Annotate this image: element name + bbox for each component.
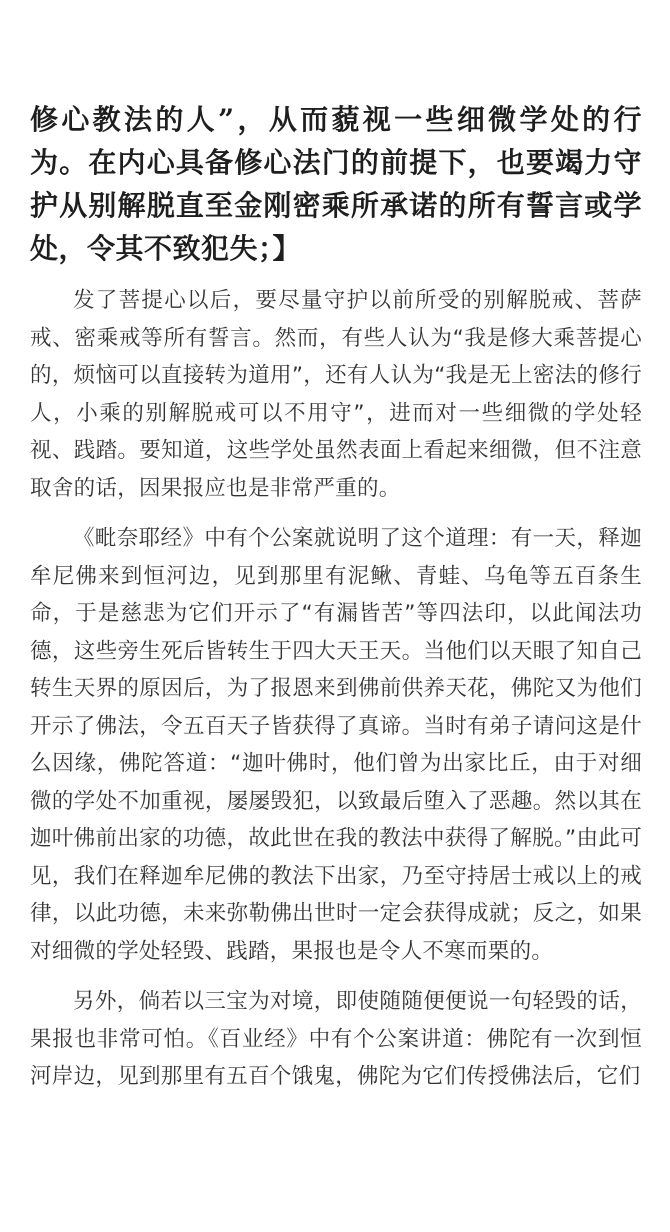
bold-commentary-paragraph: 修心教法的人”，从而藐视一些细微学处的行为。在内心具备修心法门的前提下，也要竭力守护从别解脱直至金刚密乘所承诺的所有誓言或学处，令其不致犯失；】	[30, 103, 642, 265]
body-paragraph-1: 发了菩提心以后，要尽量守护以前所受的别解脱戒、菩萨戒、密乘戒等所有誓言。然而，有些人认为“我是修大乘菩提心的，烦恼可以直接转为道用”，还有人认为“我是无上密法的修行人，小乘的别解脱戒可以不用守”，进而对一些细微的学处轻视、践踏。要知道，这些学处虽然表面上看起来细微，但不注意取舍的话，因果报应也是非常严重的。	[30, 288, 642, 501]
body-paragraph-3: 另外，倘若以三宝为对境，即使随随便便说一句轻毁的话，果报也非常可怕。《百业经》中有个公案讲道：佛陀有一次到恒河岸边，见到那里有五百个饿鬼，佛陀为它们传授佛法后，它们	[30, 989, 642, 1089]
article-page	[30, 98, 642, 1109]
body-paragraph-2: 《毗奈耶经》中有个公案就说明了这个道理：有一天，释迦牟尼佛来到恒河边，见到那里有泥鳅、青蛙、乌龟等五百条生命，于是慈悲为它们开示了“有漏皆苦”等四法印，以此闻法功德，这些旁生死后皆转生于四大天王天。当他们以天眼了知自己转生天界的原因后，为了报恩来到佛前供养天花，佛陀又为他们开示了佛法，令五百天子皆获得了真谛。当时有弟子请问这是什么因缘，佛陀答道：“迦叶佛时，他们曾为出家比丘，由于对细微的学处不加重视，屡屡毁犯，以致最后堕入了恶趣。然以其在迦叶佛前出家的功德，故此世在我的教法中获得了解脱。”由此可见，我们在释迦牟尼佛的教法下出家，乃至守持居士戒以上的戒律，以此功德，未来弥勒佛出世时一定会获得成就；反之，如果对细微的学处轻毁、践踏，果报也是令人不寒而栗的。	[30, 526, 642, 964]
